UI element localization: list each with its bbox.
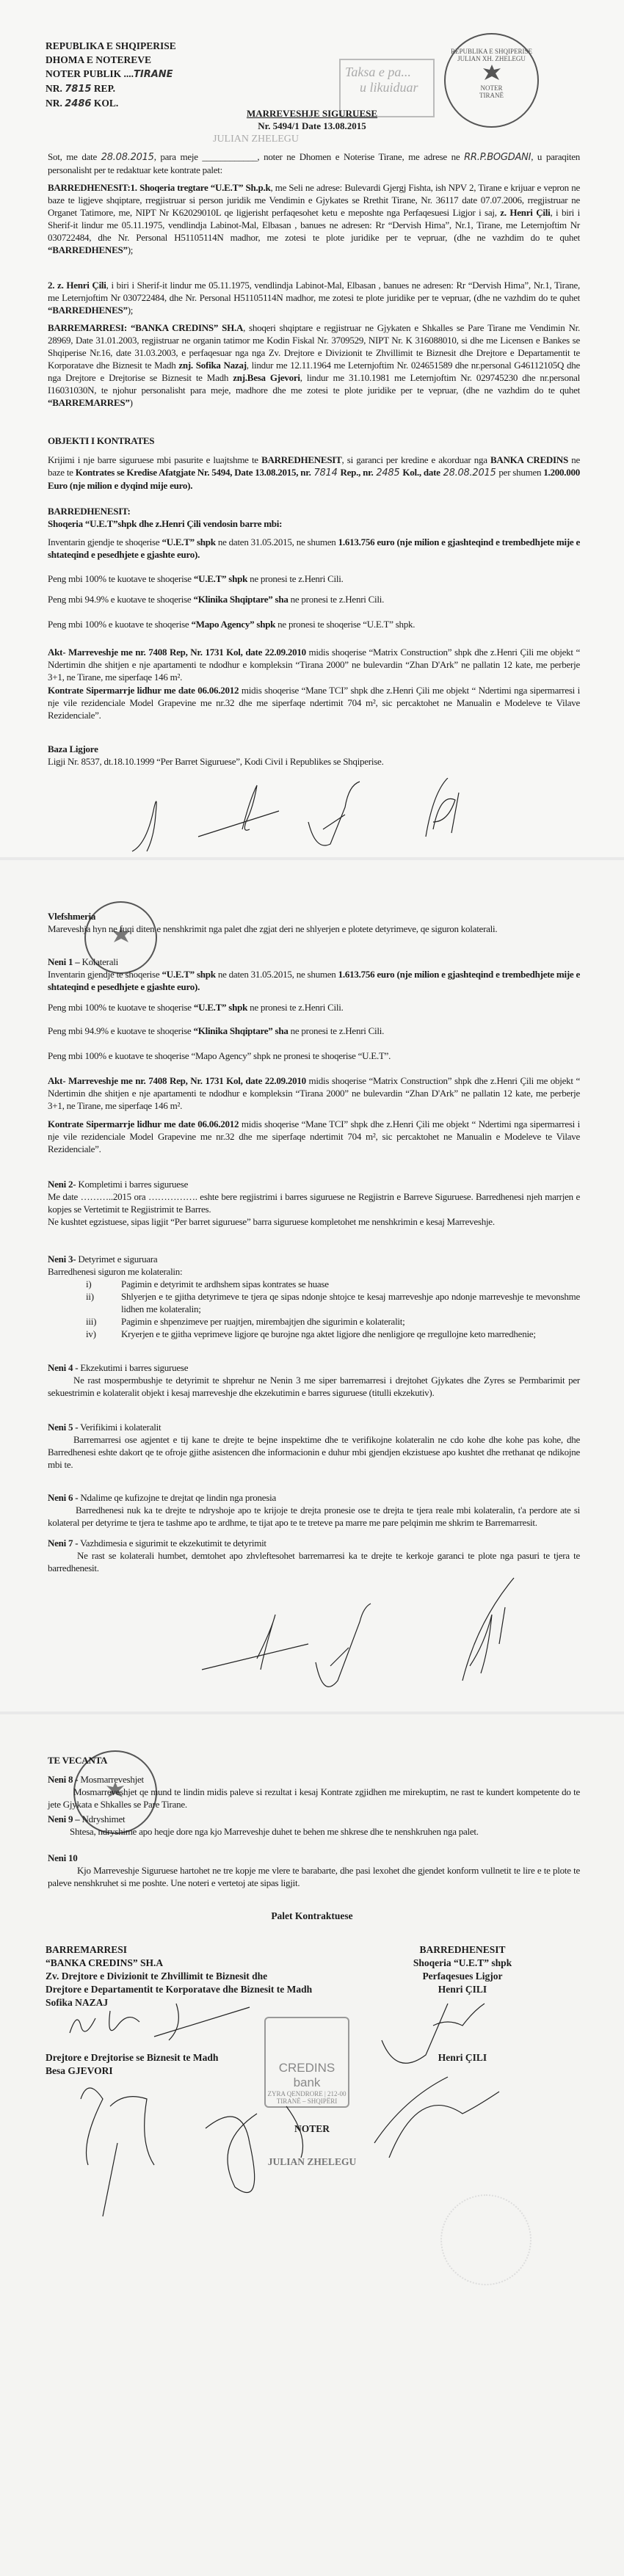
pledgor-label: BARREDHENESIT	[419, 1944, 506, 1955]
text-segment: , para meje ____________, noter ne Dhomen e Noterise Tirane, me adrese ne	[153, 151, 465, 162]
article-2	[48, 1178, 580, 1228]
header-rep-label: REP.	[93, 83, 115, 94]
pledgor-signatory-2: Henri ÇILI	[438, 2052, 487, 2063]
signature-besa-gjevori	[81, 2088, 154, 2216]
article-title: Verifikimi i kolateralit	[80, 1422, 162, 1433]
pledgor-1-paragraph	[48, 181, 580, 256]
text-segment: Krijimi i nje barre siguruese mbi pasurite e luajtshme te	[48, 454, 262, 465]
seal-line2: JULIAN XH. ZHELEGU	[457, 55, 526, 62]
bold-text: “BARREMARRES”	[48, 397, 130, 408]
list-text: Kryerjen e te gjitha veprimeve ligjore qe burojne nga aktet ligjore dhe nenligjore qe rregullojne keto marredhenie;	[121, 1328, 536, 1339]
article-number: Neni 6 -	[48, 1492, 79, 1503]
validity-heading: Vlefshmeria	[48, 911, 96, 922]
pledgee-signatory-2: Besa GJEVORI	[46, 2065, 113, 2076]
article-3	[48, 1253, 580, 1340]
notary-name-stamp: JULIAN ZHELEGU	[213, 134, 300, 145]
handwritten-city: TIRANE	[134, 69, 173, 80]
article-3-intro: Barredhenesi siguron me kolateralin:	[48, 1266, 183, 1277]
list-item	[48, 1278, 580, 1290]
bold-text: Akt- Marreveshje me nr. 7408 Rep, Nr. 1731 Kol, date 22.09.2010	[48, 647, 306, 658]
list-number: ii)	[86, 1291, 94, 1302]
article-2-text: Me date ………..2015 ora ……………. eshte bere regjistrimi i barres siguruese ne Regjistrin e Barreve Siguruese. Barredhenesi njeh marrjen e kopjes se Vertetimit te Regjistrimit te Barres.	[48, 1191, 580, 1215]
text-segment: , i biri i Sherif-it lindur me 05.11.1975, vendlindja Labinot-Mal, Elbasan , banues ne adresen: Rr “Dervish Hima”, Nr.1, Tirane, me Leternjoftim Nr 030722484, dhe Nr. Personal H51105114N madhor, me zotesi te plote juridike per te vepruar, (dhe ne vazhdim do te quhet	[48, 207, 580, 243]
text-segment: midis shoqerise “Matrix Construction” shpk dhe z.Henri Çili me objekt “ Ndertimin dhe shitjen e nje apartamenti te ndodhur e kompleksin “Tirana 2000” ne bulevardin “Zhan D'Ark” ne pallatin 12 kate, me perberje 3+1, ne Tirane, me siperfaqe 146 m².	[48, 1075, 580, 1111]
header-nr-label: NR.	[46, 83, 62, 94]
article-6-text: Barredhenesi nuk ka te drejte te ndryshoje apo te krijoje te drejta pronesie ose te drejta te tjera reale mbi kolateralin, t'a perdore ate si kolateral per detyrime te tjera te tashme apo te ardhme, te tijat apo te te treteve pa marre me pare pelqimin me shkrim te Barremarresit.	[48, 1505, 580, 1528]
text-segment: Peng mbi 100% e kuotave te shoqerise “Mapo Agency” shpk ne pronesi te shoqerise “U.E.T”.	[48, 1050, 391, 1061]
article-8	[48, 1773, 580, 1811]
bold-text: BARREMARRESI: “BANKA CREDINS” SH.A	[48, 322, 244, 333]
text-segment: midis shoqerise “Mane TCI” shpk dhe z.Henri Çili me objekt “ Ndertimi nga sipermarresi i nje vile rezidenciale Model Grapevine me nr.32 dhe me siperfaqe ndertimit 704 m², sic percaktohet ne Manualin e Modeleve te Vilave Rezidenciale”.	[48, 1118, 580, 1154]
bold-text: “Mapo Agency” shpk	[191, 619, 276, 630]
header-notary: NOTER PUBLIK ....	[46, 68, 134, 79]
bold-text: znj.Besa Gjevori	[233, 372, 300, 383]
article-10	[48, 1852, 580, 1889]
text-segment: ne daten 31.05.2015, ne shumen	[215, 969, 338, 980]
bold-text: Rep., nr.	[340, 467, 374, 478]
list-number: i)	[86, 1278, 92, 1289]
object-paragraph	[48, 454, 580, 492]
bold-text: Kol., date	[402, 467, 440, 478]
bank-stamp-line2: TIRANË – SHQIPËRI	[276, 2097, 338, 2105]
inventory-paragraph-2	[48, 968, 580, 993]
bold-text: “U.E.T” shpk	[193, 573, 248, 584]
bold-text: “U.E.T” shpk	[162, 536, 216, 547]
text-segment: midis shoqerise “Mane TCI” shpk dhe z.Henri Çili me objekt “ Ndertimi nga sipermarresi i nje vile rezidenciale Model Grapevine me nr.32 dhe me siperfaqe ndertimit 704 m², sic percaktohet ne Manualin e Modeleve te Vilave Rezidenciale”.	[48, 685, 580, 721]
inventory-paragraph	[48, 536, 580, 561]
article-title: Mosmarreveshjet	[80, 1774, 144, 1785]
bank-logo: CREDINS bank	[278, 2061, 335, 2089]
page2-signatures	[191, 1505, 602, 1710]
text-segment: );	[127, 305, 134, 316]
text-segment: , u paraqiten personalisht per te redaktuar kete kontrate palet:	[48, 151, 580, 175]
notary-label: NOTER	[294, 2123, 330, 2134]
article-title: Kompletimi i barres siguruese	[78, 1179, 189, 1190]
list-item	[48, 1290, 580, 1315]
signature-sofika-nazaj	[70, 2004, 250, 2040]
pledgor-company: Shoqeria “U.E.T” shpk	[413, 1957, 512, 1968]
article-number: Neni 10	[48, 1852, 78, 1863]
article-10-text: Kjo Marreveshje Siguruese hartohet ne tre kopje me vlere te barabarte, dhe pasi lexohet dhe gjendet konform vullnetit te lire e te plote te paleve nenshkruhet si me poshte. Une noteri e vertetoj ate sipas ligjit.	[48, 1865, 580, 1888]
bold-text: “Klinika Shqiptare” sha	[193, 1025, 289, 1036]
article-number: Neni 3-	[48, 1254, 76, 1265]
article-9-text: Shtesa, ndryshime apo heqje dore nga kjo Marreveshje duhet te behen me shkrese dhe te nenshkruhen nga palet.	[70, 1826, 479, 1837]
pledgor-signature-block	[389, 1943, 536, 1996]
text-segment: Peng mbi 100% te kuotave te shoqerise	[48, 573, 194, 584]
pledgor-2-paragraph	[48, 279, 580, 316]
pledge-mapo	[48, 618, 580, 630]
text-segment: ne pronesi te z.Henri Cili.	[247, 573, 344, 584]
article-number: Neni 2-	[48, 1179, 76, 1190]
document-number-date: Nr. 5494/1 Date 13.08.2015	[258, 120, 366, 131]
signature-notary	[206, 2106, 303, 2193]
pledgors-block	[48, 505, 580, 530]
bold-text: “BARREDHENES”	[48, 305, 128, 316]
legal-basis-heading: Baza Ligjore	[48, 743, 98, 754]
text-segment: , lindur me 31.10.1981 me Leternjoftim Nr. 029745230 dhe nr.personal I16031030N, te njohur personalisht para meje, madhore dhe me zotesi te plote juridike per te vepruar, (dhe ne vazhdim do te quhet	[48, 372, 580, 396]
article-title: Ndryshimet	[81, 1813, 126, 1824]
text-segment: , me Seli ne adrese: Bulevardi Gjergj Fishta, ish NPV 2, Tirane e krijuar e vepron ne baze te ligjeve shqiptare, rregjistruar si person juridik me Vendimin e Gjykates se Rrethit Tirane, Nr. 36117 date 07.07.2006, rregjistruar ne Organet Tatimore, me, NIPT Nr K62029010L qe ligjerisht perfaqesohet ketu e meposhte nga Perfaqesuesi Ligjor i saj,	[48, 182, 580, 218]
handwritten-entry: 28.08.2015	[101, 152, 154, 163]
text-segment: );	[127, 244, 134, 255]
text-segment: )	[129, 397, 133, 408]
handwritten-entry: RR.P.BOGDANI	[464, 152, 532, 163]
special-provisions-heading: TE VECANTA	[48, 1755, 108, 1766]
pledgor-signatory: Henri ÇILI	[438, 1984, 487, 1995]
eagle-emblem-icon	[481, 62, 503, 84]
text-segment: Peng mbi 100% e kuotave te shoqerise	[48, 619, 192, 630]
article-title: Ndalime qe kufizojne te drejtat qe lindin nga pronesia	[80, 1492, 276, 1503]
text-segment: ne pronesi te z.Henri Cili.	[288, 594, 385, 605]
pledge-mapo-2	[48, 1049, 580, 1062]
text-segment: midis shoqerise “Matrix Construction” shpk dhe z.Henri Çili me objekt “ Ndertimin dhe shitjen e nje apartamenti te ndodhur e kompleksin “Tirana 2000” ne bulevardin “Zhan D'Ark” ne pallatin 12 kate, me perberje 3+1, ne Tirane, me siperfaqe 146 m².	[48, 647, 580, 683]
obligations-list	[48, 1278, 580, 1340]
signature-henri-cili-2	[374, 2077, 499, 2158]
article-5	[48, 1421, 580, 1471]
document-title: MARREVESHJE SIGURUESE	[246, 108, 378, 119]
article-number: Neni 9 –	[48, 1813, 80, 1824]
bold-text: BARREDHENESIT	[261, 454, 342, 465]
handwritten-rep-nr: 7815	[65, 84, 92, 95]
bank-stamp-line1: ZYRA QENDRORE | 212-00	[267, 2090, 347, 2097]
contracting-parties-heading: Palet Kontraktuese	[271, 1910, 353, 1921]
text-segment: Peng mbi 100% te kuotave te shoqerise	[48, 1002, 194, 1013]
bold-text: Akt- Marreveshje me nr. 7408 Rep, Nr. 1731 Kol, date 22.09.2010	[48, 1075, 306, 1086]
text-segment: Peng mbi 94.9% e kuotave te shoqerise	[48, 1025, 194, 1036]
pledgee-title-3: Drejtore e Drejtorise se Biznesit te Madh	[46, 2052, 219, 2063]
text-segment: ne baze te	[48, 454, 580, 478]
bold-text: Kontrates se Kredise Afatgjate Nr. 5494, Date 13.08.2015, nr.	[75, 467, 311, 478]
signature-4	[462, 1578, 514, 1681]
article-number: Neni 8 -	[48, 1774, 79, 1785]
article-4	[48, 1361, 580, 1399]
bold-text: 1.200.000 Euro (nje milion e dyqind mije euro).	[48, 467, 580, 491]
list-text: Pagimin e shpenzimeve per ruajtjen, mirembajtjen dhe sigurimin e kolateralit;	[121, 1316, 405, 1327]
article-number: Neni 4 -	[48, 1362, 79, 1373]
legal-basis-text: Ligji Nr. 8537, dt.18.10.1999 “Per Barret Siguruese”, Kodi Civil i Republikes se Shqiperise.	[48, 756, 384, 767]
document-title-block	[0, 107, 624, 132]
article-8-text: Mosmarreveshjet qe mund te lindin midis paleve si rezultat i kesaj Kontrate zgjidhen me mirekuptim, ne rast te kundert kompetente do te jete Gjykata e Shkalles se Pare Tirane.	[48, 1786, 580, 1810]
article-title: Ekzekutimi i barres siguruese	[80, 1362, 189, 1373]
signature-2	[202, 1615, 308, 1670]
pledgee-paragraph	[48, 321, 580, 409]
handwritten-entry: 7814	[311, 467, 341, 479]
contract-paragraph	[48, 684, 580, 721]
article-1-heading	[48, 956, 580, 968]
pledgee-signatory-1: Sofika NAZAJ	[46, 1997, 109, 2008]
article-title: Detyrimet e siguruara	[78, 1254, 158, 1265]
bold-text: “U.E.T” shpk	[162, 969, 216, 980]
article-title: Kolaterali	[81, 956, 118, 967]
bold-text: z. Henri Çili	[500, 207, 551, 218]
pledge-uet-2	[48, 1001, 580, 1014]
object-heading: OBJEKTI I KONTRATES	[48, 435, 155, 446]
pledgee-bank: “BANKA CREDINS” SH.A	[46, 1957, 164, 1968]
list-text: Pagimin e detyrimit te ardhshem sipas kontrates se huase	[121, 1278, 329, 1289]
header-kol-label: KOL.	[93, 98, 119, 109]
pledgors-subheading: Shoqeria “U.E.T”shpk dhe z.Henri Çili vendosin barre mbi:	[48, 518, 283, 529]
header-chamber: DHOMA E NOTEREVE	[46, 54, 152, 65]
text-segment: ne pronesi te shoqerise “U.E.T” shpk.	[275, 619, 416, 630]
pledgors-heading: BARREDHENESIT:	[48, 506, 131, 517]
bold-text: “BARREDHENES”	[48, 244, 128, 255]
bold-text: Kontrate Sipermarrje lidhur me date 06.06.2012	[48, 1118, 239, 1129]
article-4-text: Ne rast mospermbushje te detyrimit te shprehur ne Nenin 3 me siper barremarresi i drejtohet Gjykates dhe Zyres se Permbarimit per sekuestrimin e kolateralit objekt i kesaj marreveshje dhe ekzekutimin e barres siguruese (titulli ekzekutiv).	[48, 1375, 580, 1398]
seal-line3: NOTER	[480, 84, 503, 92]
pledgee-label: BARREMARRESI	[46, 1944, 128, 1955]
text-segment: Peng mbi 94.9% e kuotave te shoqerise	[48, 594, 194, 605]
document-header	[46, 39, 176, 111]
text-segment: ne daten 31.05.2015, ne shumen	[215, 536, 338, 547]
intro-paragraph	[48, 150, 580, 176]
list-number: iv)	[86, 1328, 96, 1339]
legal-basis	[48, 743, 580, 768]
article-title: Vazhdimesia e sigurimit te ekzekutimit te detyrimit	[80, 1538, 266, 1549]
tax-stamp-line1: Taksa e pa...	[345, 65, 411, 79]
text-segment: Inventarin gjendje te shoqerise	[48, 536, 162, 547]
text-segment: , i biri i Sherif-it lindur me 05.11.1975, vendlindja Labinot-Mal, Elbasan , banues ne adresen: Rr “Dervish Hima”, Nr.1, Tirane, me Leternjoftim Nr 030722484, dhe Nr. Personal H51105114N madhor, me zotesi te plote juridike per te vepruar, (dhe ne vazhdim do te quhet	[48, 280, 580, 303]
list-number: iii)	[86, 1316, 97, 1327]
article-9	[48, 1813, 580, 1838]
text-segment: , shoqeri shqiptare e regjistruar ne Gjykaten e Shkalles se Pare Tirane me Vendimin Nr. 28969, Date 31.01.2003, regjistruar ne organin tatimor me Kodin Fiskal Nr. 3709529, NIPT Nr. K 316088010, si dhe me Licensen e Bankes se Shqiperise Nr.16, date 31.03.2003, e perfaqesuar nga nga Zv. Drejtore e Divizionit te Zhvillimit te Biznesit dhe Drejtore e Departamentit te Korporatave dhe Biznesit te Madh	[48, 322, 581, 371]
text-segment: ne pronesi te z.Henri Cili.	[288, 1025, 385, 1036]
text-segment: , lindur me 12.11.1964 me Leternjoftim Nr. 024651589 dhe nr.personal G46112105Q dhe nga Drejtore e Drejtorise se Biznesit te Madh	[48, 360, 580, 383]
signature-1	[132, 801, 156, 851]
act-paragraph	[48, 646, 580, 683]
pledge-uet	[48, 572, 580, 585]
act-paragraph-2	[48, 1074, 580, 1112]
signature-henri-cili	[382, 2004, 485, 2063]
header-republic: REPUBLIKA E SHQIPERISE	[46, 40, 176, 51]
bold-text: “U.E.T” shpk	[193, 1002, 248, 1013]
validity-block	[48, 910, 580, 935]
list-item	[48, 1315, 580, 1328]
bold-text: 1.613.756 euro (nje milion e gjashteqind e trembedhjete mije e shtateqind e pesedhjete e gjashte euro).	[48, 969, 581, 992]
text-segment: Sot, me date	[48, 151, 101, 162]
pledgee-title-2: Drejtore e Departamentit te Korporatave dhe Biznesit te Madh	[46, 1984, 313, 1995]
bold-text: BARREDHENESIT:1. Shoqeria tregtare “U.E.T” Sh.p.k	[48, 182, 271, 193]
signature-4	[426, 778, 459, 837]
validity-text: Mareveshja hyn ne fuqi diten e nenshkrimit nga palet dhe zgjat deri ne shlyerjen e plotete detyrimeve, qe siguron kolaterali.	[48, 923, 498, 934]
pledgee-title-1: Zv. Drejtore e Divizionit te Zhvillimit te Biznesit dhe	[46, 1971, 268, 1982]
bold-text: znj. Sofika Nazaj	[178, 360, 247, 371]
pledge-klinika	[48, 593, 580, 605]
bold-text: Kontrate Sipermarrje lidhur me date 06.06.2012	[48, 685, 239, 696]
article-2-text-2: Ne kushtet egzistuese, sipas ligjit “Per barret siguruese” barra siguruese kompletohet me nenshkrimin e kesaj Marreveshje.	[48, 1216, 495, 1227]
text-segment: ne pronesi te z.Henri Cili.	[247, 1002, 344, 1013]
pledge-klinika-2	[48, 1025, 580, 1037]
contract-paragraph-2	[48, 1118, 580, 1155]
handwritten-kol-nr: 2486	[65, 98, 92, 109]
article-number: Neni 5 -	[48, 1422, 79, 1433]
text-segment: per shumen	[498, 467, 544, 478]
article-5-text: Barremarresi ose agjentet e tij kane te drejte te bejne inspektime dhe te verifikojne kolateralin ne cdo kohe dhe kohe pas kohe, dhe Barredhenesi eshte dakort qe te ofroje gjithe asistencen dhe informacionin e duhur mbi gjendjen ekzistuese apo kushtet dhe rrethanat qe ndikojne mbi te.	[48, 1434, 580, 1470]
bold-text: “Klinika Shqiptare” sha	[193, 594, 289, 605]
bold-text: 1.613.756 euro (nje milion e gjashteqind e trembedhjete mije e shtateqind e pesedhjete e gjashte euro).	[48, 536, 581, 560]
text-segment: Inventarin gjendje te shoqerise	[48, 969, 162, 980]
seal-line4: TIRANË	[479, 92, 504, 99]
list-text: Shlyerjen e te gjitha detyrimeve te tjera qe sipas ndonje shtojce te kesaj marreveshje apo ndonje marreveshje te mevonshme lidhen me kolateralin;	[121, 1291, 580, 1314]
seal-line1: REPUBLIKA E SHQIPERISE	[450, 48, 532, 55]
article-number: Neni 1 –	[48, 956, 80, 967]
list-item	[48, 1328, 580, 1340]
article-number: Neni 7 -	[48, 1538, 79, 1549]
handwritten-entry: 2485	[373, 467, 403, 479]
header-nr-label-2: NR.	[46, 98, 62, 109]
article-7-text: Ne rast se kolaterali humbet, demtohet apo zhvleftesohet barremarresi ka te drejte te kerkoje garanci te plote nga pasuri te tjera te barredhenesit.	[48, 1550, 580, 1573]
page3-signatures	[66, 1996, 580, 2238]
signature-2	[198, 785, 279, 837]
notary-name: JULIAN ZHELEGU	[267, 2156, 357, 2167]
bold-text: 2. z. Henri Çili	[48, 280, 106, 291]
page1-signatures	[125, 778, 609, 859]
text-segment: , si garanci per kredine e akorduar nga	[341, 454, 490, 465]
bold-text: BANKA CREDINS	[490, 454, 568, 465]
pledgor-role: Perfaqesues Ligjor	[422, 1971, 503, 1982]
signature-3	[308, 782, 360, 845]
handwritten-entry: 28.08.2015	[440, 467, 499, 479]
tax-stamp-line2: u likuiduar	[360, 80, 418, 95]
signature-3	[316, 1604, 371, 1687]
